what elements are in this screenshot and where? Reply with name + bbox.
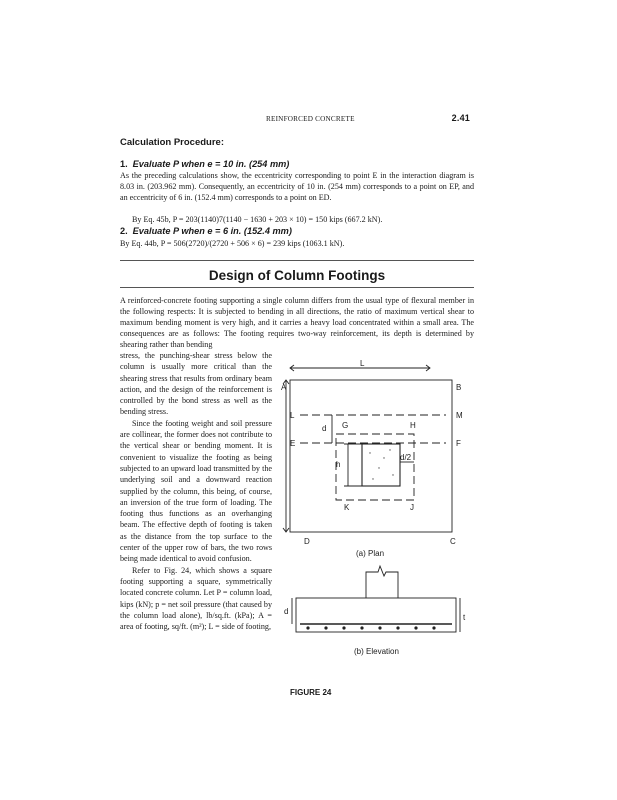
section-rule-bottom [120, 287, 474, 288]
plan-label-M: M [456, 411, 463, 420]
footing-diagram [278, 358, 474, 698]
rebar-dot [360, 626, 363, 629]
column-paragraph-2: Since the footing weight and soil pressure are collinear, the former does not contribute to the vertical shear or bending moment. It is convenient to visualize the footing as being subjected to an upward load transmitted by the underlying soil and a downward reaction supplied by the column, this being, of course, an inversion of the true form of loading. The footing thus functions as an overhanging beam. The effective depth of footing is taken as the distance from the top surface to the center of the upper row of bars, the two rows being made identical to avoid confusion. [120, 418, 272, 564]
elevation-column [366, 566, 398, 598]
plan-label-h: h [336, 460, 341, 469]
calculation-procedure-heading: Calculation Procedure: [120, 137, 224, 148]
step-1-equation: By Eq. 45b, P = 203(1140)7(1140 − 1630 + 203 × 10) = 150 kips (667.2 kN). [132, 215, 383, 224]
plan-label-C: C [450, 537, 456, 546]
figure-24 [278, 358, 474, 698]
step-1-text: As the preceding calculations show, the eccentricity corresponding to point E in the interaction diagram is 8.03 in. (203.962 mm). Consequently, an eccentricity of 10 in. (254 mm) corresponds to a point on EP, and an eccentricity of 6 in. (152.4 mm) corresponds to a point on ED. [120, 171, 474, 202]
plan-label-K: K [344, 503, 350, 512]
plan-label-d: d [322, 424, 327, 433]
plan-label-A: A [281, 383, 287, 392]
rebar-dot [342, 626, 345, 629]
running-head-title: REINFORCED CONCRETE [266, 115, 355, 123]
rebar-dot [396, 626, 399, 629]
figure-caption: FIGURE 24 [290, 688, 332, 697]
plan-label-B: B [456, 383, 462, 392]
column-hatch-dot [389, 449, 390, 450]
step-1-number: 1. [120, 159, 128, 169]
plan-label-E: E [290, 439, 296, 448]
page-number: 2.41 [451, 113, 470, 123]
running-head [148, 113, 470, 125]
column-text [120, 350, 272, 632]
plan-label-D: D [304, 537, 310, 546]
step-1-heading [120, 159, 289, 169]
elevation-caption: (b) Elevation [354, 647, 399, 656]
step-2-heading [120, 226, 292, 236]
plan-column [362, 444, 400, 486]
rebar-dot [324, 626, 327, 629]
column-hatch-dot [372, 478, 373, 479]
step-1-title: Evaluate P when e = 10 in. (254 mm) [132, 159, 290, 169]
column-paragraph-3: Refer to Fig. 24, which shows a square footing supporting a square, symmetrically located concrete column. Let P = column load, kips (kN); p = net soil pressure (that caused by the column load alone), lb/sq.ft. (kPa); A = area of footing, sq/ft. (m²); L = side of footing, [120, 565, 272, 632]
column-paragraph-1: stress, the punching-shear stress below the column is usually more critical than the shearing stress that results from ordinary beam action, and the design of the reinforcement is controlled by the bond stress as well as the bending stress. [120, 351, 272, 417]
plan-label-d2: d/2 [400, 453, 412, 462]
plan-label-J: J [410, 503, 414, 512]
elevation-footing [296, 598, 456, 632]
column-hatch-dot [392, 474, 393, 475]
step-2-equation: By Eq. 44b, P = 506(2720)/(2720 + 506 × 6) = 239 kips (1063.1 kN). [120, 239, 345, 248]
section-rule-top [120, 260, 474, 261]
rebar-dot [414, 626, 417, 629]
section-title: Design of Column Footings [208, 268, 386, 283]
plan-label-F: F [456, 439, 461, 448]
elevation-label-t: t [463, 613, 466, 622]
plan-label-L-left: L [290, 411, 295, 420]
rebar-dot [378, 626, 381, 629]
column-hatch-dot [369, 452, 370, 453]
plan-label-G: G [342, 421, 349, 430]
plan-label-L-top: L [360, 359, 365, 368]
step-2-number: 2. [120, 226, 128, 236]
plan-caption: (a) Plan [356, 549, 385, 558]
step-2-title: Evaluate P when e = 6 in. (152.4 mm) [132, 226, 292, 236]
column-hatch-dot [383, 457, 384, 458]
elevation-label-d: d [284, 607, 289, 616]
rebar-dot [306, 626, 309, 629]
rebar-dot [432, 626, 435, 629]
column-hatch-dot [378, 467, 379, 468]
plan-footing-outline [290, 380, 452, 532]
section-intro: A reinforced-concrete footing supporting a single column differs from the usual type of flexural member in the following respects: It is subjected to bending in all directions, the ratio of maximum vertical shear to maximum bending moment is very high, and it carries a heavy load concentrated within a small area. The consequences are as follows: The footing requires two-way reinforcement, its depth is determined by shearing rather than bending [120, 296, 474, 349]
plan-label-H: H [410, 421, 416, 430]
